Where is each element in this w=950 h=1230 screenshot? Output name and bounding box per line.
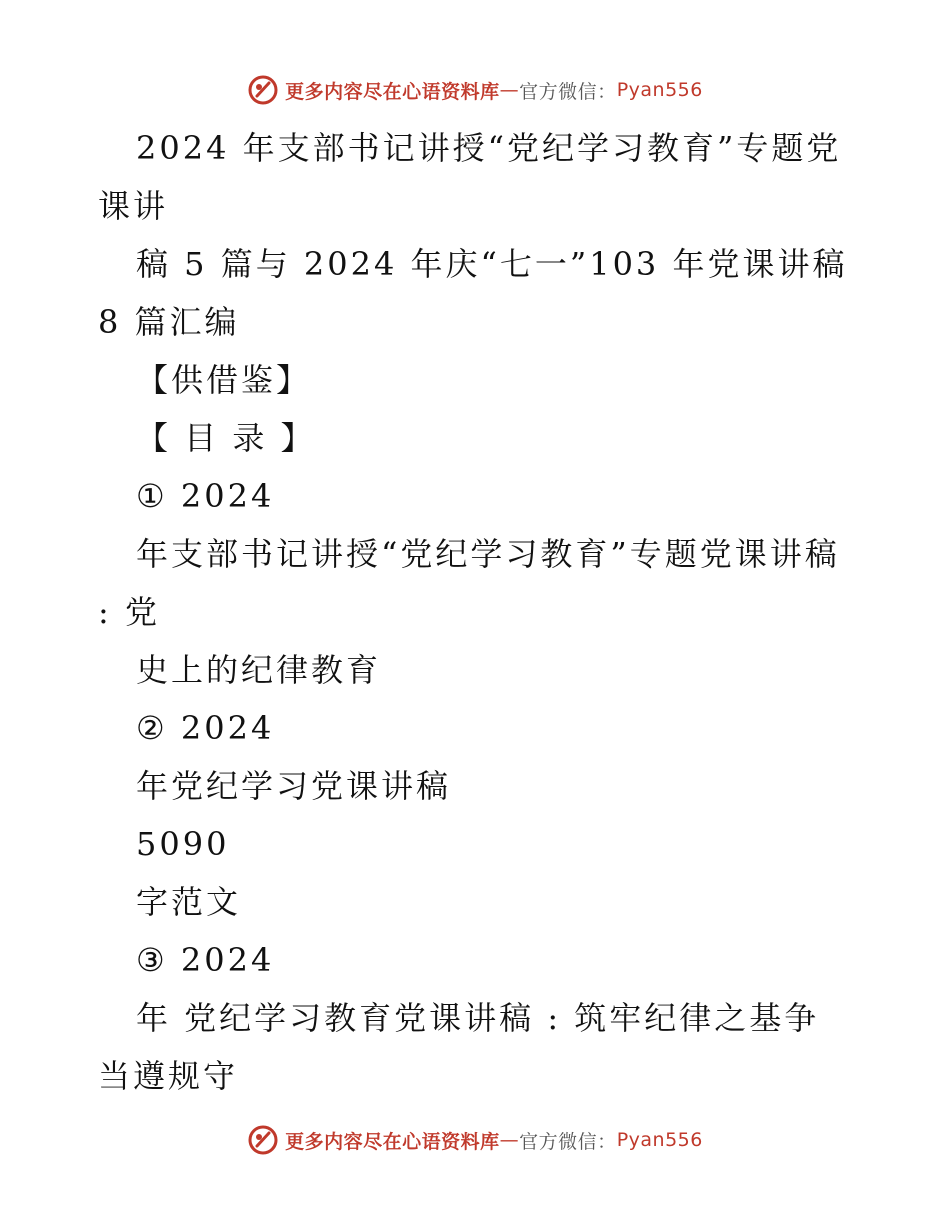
toc-item-1-subtitle-cont: 史上的纪律教育 — [136, 651, 382, 689]
title-line-4: 8 篇汇编 — [98, 303, 240, 341]
logo-icon — [247, 1124, 279, 1156]
toc-item-1-title: 年支部书记讲授“党纪学习教育”专题党课讲稿 — [136, 535, 840, 573]
watermark-id: Pyan556 — [616, 79, 703, 101]
header-watermark — [0, 70, 950, 110]
title-line-3: 稿 5 篇与 2024 年庆“七一”103 年党课讲稿 — [136, 245, 848, 283]
toc-item-1-subtitle: : 党 — [98, 593, 160, 631]
toc-item-2-wordcount: 5090 — [136, 825, 230, 863]
toc-item-3-title: 年 党纪学习教育党课讲稿 : 筑牢纪律之基争 — [136, 999, 820, 1037]
watermark-suffix: 官方微信： — [519, 1130, 617, 1153]
footer-watermark — [0, 1120, 950, 1160]
logo-icon — [247, 74, 279, 106]
toc-heading: 【 目 录 】 — [136, 419, 316, 457]
watermark-suffix: 官方微信： — [519, 80, 617, 103]
reference-note: 【供借鉴】 — [136, 361, 312, 399]
title-line-1: 2024 年支部书记讲授“党纪学习教育”专题党 — [136, 129, 842, 167]
watermark-dash: — — [499, 79, 520, 101]
toc-item-3-number: ③ 2024 — [136, 941, 275, 979]
watermark-text: 更多内容尽在心语资料库 — [285, 1130, 500, 1153]
watermark-id: Pyan556 — [616, 1129, 703, 1151]
toc-item-3-title-cont: 当遵规守 — [98, 1057, 239, 1095]
toc-item-1-number: ① 2024 — [136, 477, 275, 515]
watermark-text: 更多内容尽在心语资料库 — [285, 80, 500, 103]
toc-item-2-number: ② 2024 — [136, 709, 275, 747]
title-line-2: 课讲 — [98, 187, 169, 225]
toc-item-2-suffix: 字范文 — [136, 883, 242, 921]
toc-item-2-title: 年党纪学习党课讲稿 — [136, 767, 452, 805]
watermark-dash: — — [499, 1129, 520, 1151]
